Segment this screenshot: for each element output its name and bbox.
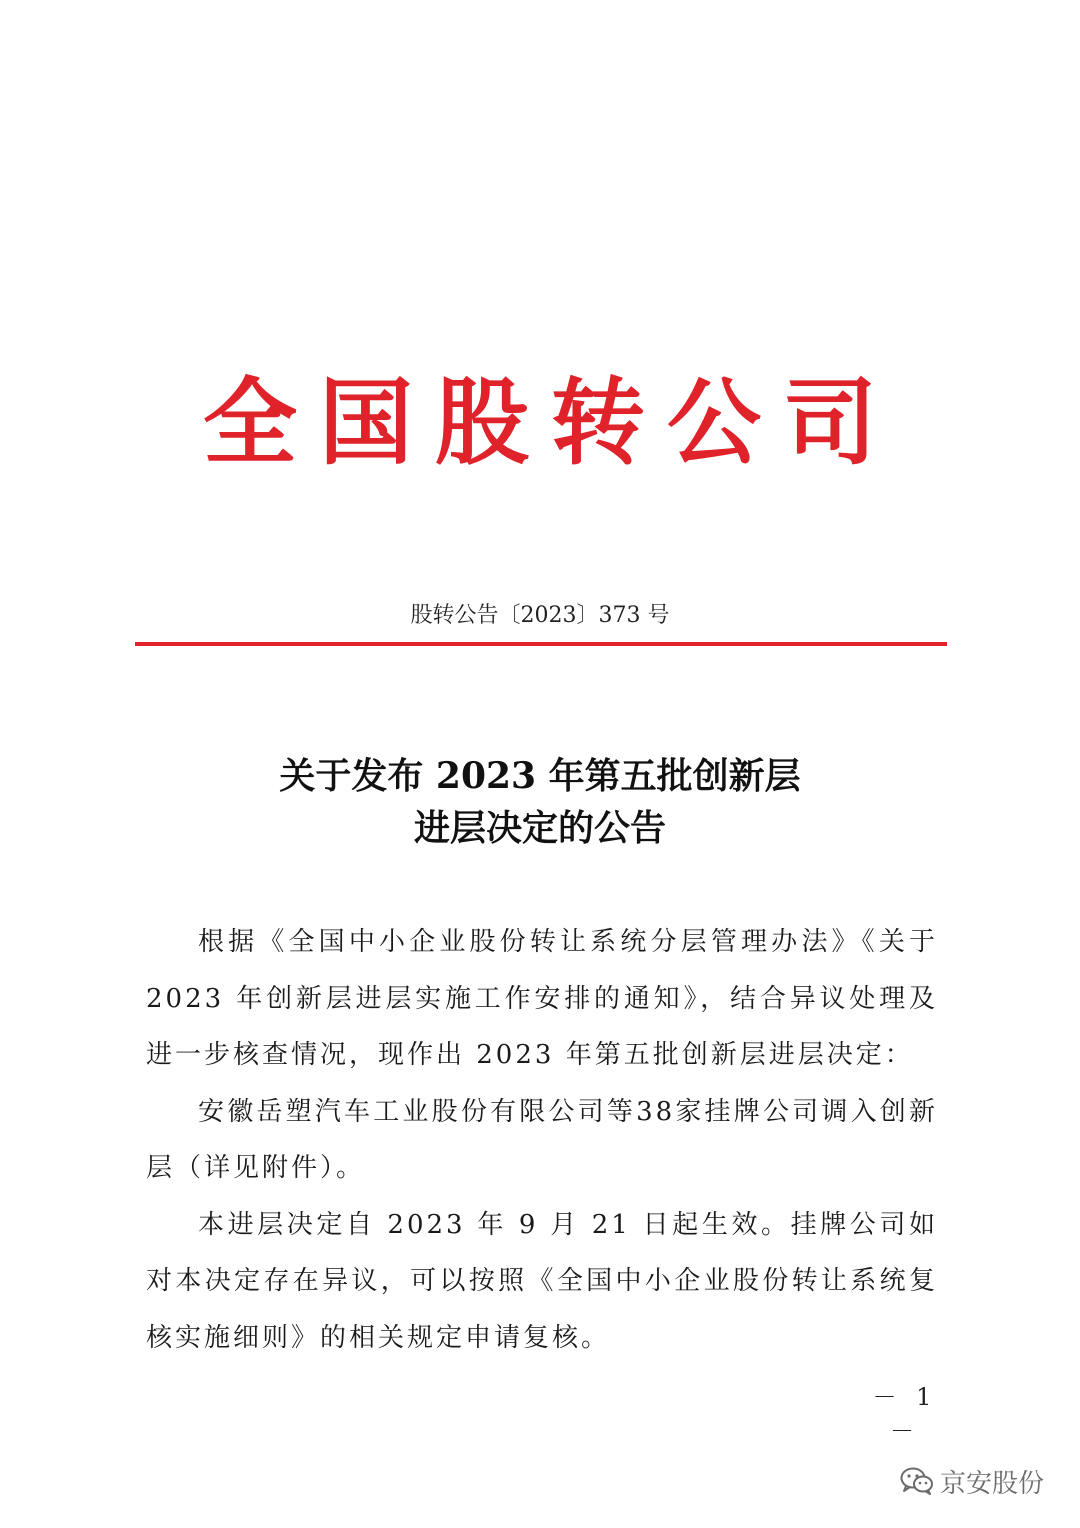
- issuer-header: 全国股转公司: [202, 368, 899, 478]
- title-line-1: 关于发布 2023 年第五批创新层: [279, 755, 801, 797]
- body-paragraph-decision: 安徽岳塑汽车工业股份有限公司等38家挂牌公司调入创新层（详见附件）。: [146, 1096, 938, 1183]
- announcement-title: [0, 750, 1080, 854]
- watermark-label: 京安股份: [940, 1468, 1045, 1499]
- title-line-2: 进层决定的公告: [413, 807, 666, 849]
- announcement-body: [146, 914, 938, 1366]
- wechat-icon: [900, 1467, 934, 1495]
- page-number: － 1 －: [872, 1383, 938, 1445]
- header-divider: [135, 642, 947, 646]
- body-paragraph-basis: 根据《全国中小企业股份转让系统分层管理办法》《关于2023 年创新层进层实施工作安排的通知》，结合异议处理及进一步核查情况，现作出 2023 年第五批创新层进层决定：: [146, 927, 938, 1070]
- body-paragraph-effective: 本进层决定自 2023 年 9 月 21 日起生效。挂牌公司如对本决定存在异议，可以按照《全国中小企业股份转让系统复核实施细则》的相关规定申请复核。: [146, 1209, 938, 1353]
- document-number: 股转公告〔2023〕373 号: [410, 603, 670, 628]
- wechat-watermark: [900, 1461, 1044, 1501]
